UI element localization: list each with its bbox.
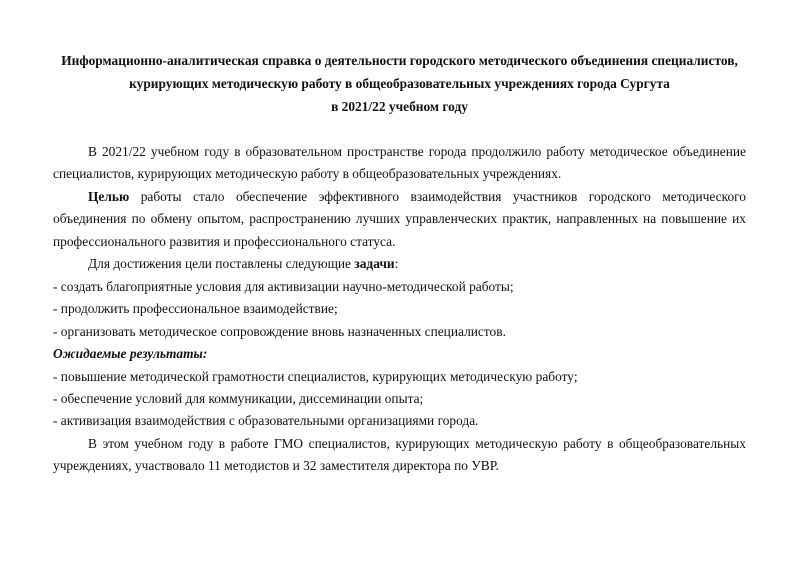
task-item: - создать благоприятные условия для активизации научно-методической работы; [53, 278, 514, 294]
participation-paragraph: В этом учебном году в работе ГМО специалистов, курирующих методическую работу в общеобразовательных учреждениях, участвовало 11 методистов и 32 заместителя директора по УВР. [53, 435, 746, 474]
goal-text: работы стало обеспечение эффективного взаимодействия участников городского методического объединения по обмену опытом, распространению лучших управленческих практик, направленных на повышение их профессионального развития и профессионального статуса. [53, 188, 746, 249]
tasks-lead [53, 253, 746, 275]
title-line-3: в 2021/22 учебном году [331, 99, 468, 114]
intro-paragraph: В 2021/22 учебном году в образовательном пространстве города продолжило работу методическое объединение специалистов, курирующих методическую работу в общеобразовательных учреждениях. [53, 144, 746, 182]
document-body [53, 141, 746, 478]
results-list [53, 366, 746, 433]
result-item: - активизация взаимодействия с образовательными организациями города. [53, 413, 479, 429]
goal-paragraph [53, 186, 746, 253]
tasks-label: задачи [354, 256, 395, 272]
document-page [53, 49, 746, 478]
task-item: - организовать методическое сопровождение вновь назначенных специалистов. [53, 323, 506, 339]
title-line-2: курирующих методическую работу в общеобразовательных учреждениях города Сургута [129, 76, 670, 91]
tasks-lead-text: Для достижения цели поставлены следующие [88, 256, 355, 272]
task-item: - продолжить профессиональное взаимодействие; [53, 301, 338, 317]
tasks-colon: : [394, 256, 399, 272]
title-line-1: Информационно-аналитическая справка о деятельности городского методического объединения специалистов, [61, 53, 738, 68]
results-heading: Ожидаемые результаты: [53, 346, 208, 362]
result-item: - обеспечение условий для коммуникации, диссеминации опыта; [53, 390, 424, 406]
result-item: - повышение методической грамотности специалистов, курирующих методическую работу; [53, 368, 578, 384]
goal-label: Целью [88, 188, 130, 204]
tasks-list [53, 276, 746, 343]
document-title [53, 49, 746, 118]
